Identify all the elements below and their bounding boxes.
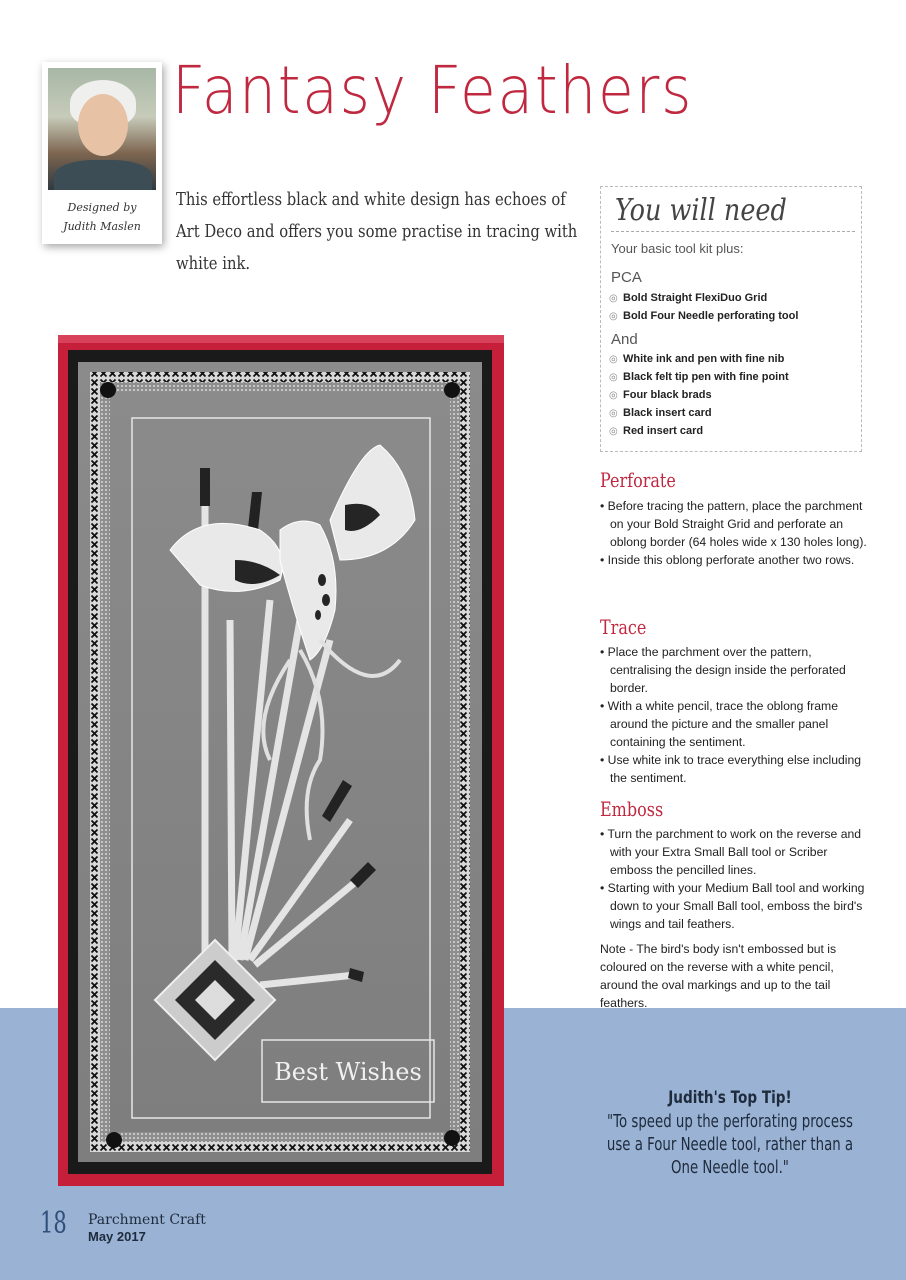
brad (100, 382, 116, 398)
list-item: ◎ Black insert card (609, 404, 789, 422)
section-heading-trace: Trace (600, 615, 647, 639)
article-title: Fantasy Feathers (172, 52, 694, 129)
designer-credit-line2: Judith Maslen (63, 220, 141, 233)
list-item: ◎ Bold Straight FlexiDuo Grid (609, 289, 798, 307)
need-group2-heading: And (611, 331, 638, 348)
list-item: ◎ Black felt tip pen with fine point (609, 368, 789, 386)
bullet-icon: ◎ (609, 311, 618, 322)
publication-name: Parchment Craft (88, 1212, 206, 1228)
section-heading-perforate: Perforate (600, 468, 676, 492)
list-item: • Turn the parchment to work on the reverse and with your Extra Small Ball tool or Scriber emboss the pencilled lines. (600, 825, 870, 879)
issue-date: May 2017 (88, 1229, 146, 1244)
page-number: 18 (40, 1206, 67, 1241)
bullet-icon: ◎ (609, 426, 618, 437)
list-item: • Place the parchment over the pattern, centralising the design inside the perforated border. (600, 643, 870, 697)
you-will-need-title: You will need (615, 193, 787, 228)
list-item: • With a white pencil, trace the oblong frame around the picture and the smaller panel containing the sentiment. (600, 697, 870, 751)
list-item: • Starting with your Medium Ball tool and working down to your Small Ball tool, emboss the bird's wings and tail feathers. (600, 879, 870, 933)
article-intro: This effortless black and white design has echoes of Art Deco and offers you some practise in tracing with white ink. (176, 189, 578, 274)
designer-credit-line1: Designed by (67, 201, 137, 214)
brad (444, 1130, 460, 1146)
list-item: • Inside this oblong perforate another two rows. (600, 551, 870, 569)
list-item: ◎ Four black brads (609, 386, 789, 404)
list-item: ◎ Bold Four Needle perforating tool (609, 307, 798, 325)
list-item: ◎ White ink and pen with fine nib (609, 350, 789, 368)
sentiment-text: Best Wishes (274, 1058, 422, 1086)
list-item: • Before tracing the pattern, place the parchment on your Bold Straight Grid and perforate an oblong border (64 holes wide x 130 holes long). (600, 497, 870, 551)
top-tip-quote: "To speed up the perforating process use a Four Needle tool, rather than a One Needle tool." (606, 1111, 854, 1178)
need-group1-heading: PCA (611, 269, 642, 286)
brad (444, 382, 460, 398)
bullet-icon: ◎ (609, 293, 618, 304)
list-item: • Use white ink to trace everything else including the sentiment. (600, 751, 870, 787)
note-text: Note - The bird's body isn't embossed but is coloured on the reverse with a white pencil, around the oval markings and up to the tail feathers. (600, 942, 837, 1010)
section-heading-emboss: Emboss (600, 797, 664, 821)
top-tip-heading: Judith's Top Tip! (668, 1088, 792, 1108)
you-will-need-subtitle: Your basic tool kit plus: (611, 241, 744, 256)
list-item: ◎ Red insert card (609, 422, 789, 440)
bullet-icon: ◎ (609, 408, 618, 419)
brad (106, 1132, 122, 1148)
bullet-icon: ◎ (609, 372, 618, 383)
bullet-icon: ◎ (609, 354, 618, 365)
bullet-icon: ◎ (609, 390, 618, 401)
